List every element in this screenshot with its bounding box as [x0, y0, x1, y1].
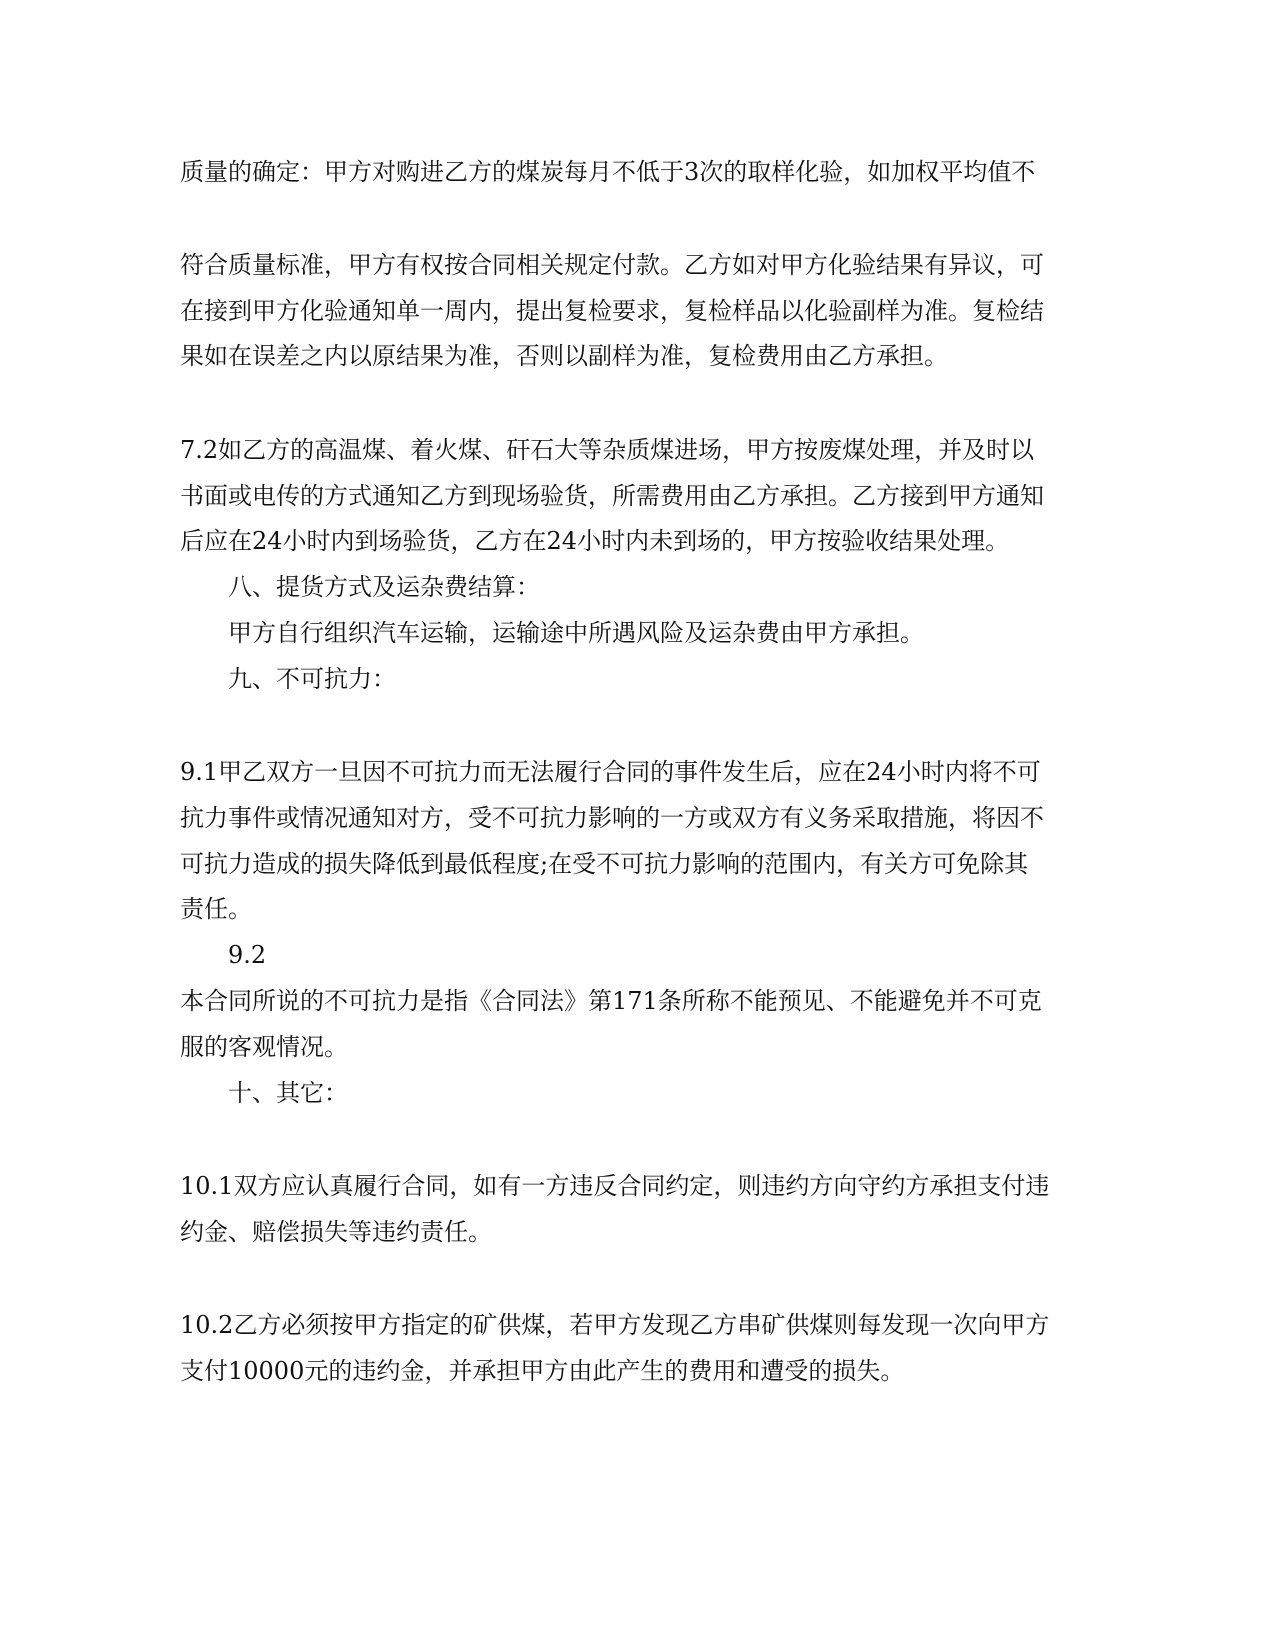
text-line: 甲方自行组织汽车运输，运输途中所遇风险及运杂费由甲方承担。	[228, 619, 924, 647]
text-line: 约金、赔偿损失等违约责任。	[180, 1218, 492, 1246]
text-line: 9.1甲乙双方一旦因不可抗力而无法履行合同的事件发生后，应在24小时内将不可	[180, 758, 1041, 786]
text-line: 本合同所说的不可抗力是指《合同法》第171条所称不能预见、不能避免并不可克	[180, 987, 1042, 1015]
text-line: 抗力事件或情况通知对方，受不可抗力影响的一方或双方有义务采取措施，将因不	[180, 804, 1044, 832]
text-line: 果如在误差之内以原结果为准，否则以副样为准，复检费用由乙方承担。	[180, 342, 948, 370]
text-line: 可抗力造成的损失降低到最低程度;在受不可抗力影响的范围内，有关方可免除其	[180, 850, 1029, 878]
text-line: 7.2如乙方的高温煤、着火煤、矸石大等杂质煤进场，甲方按废煤处理，并及时以	[180, 436, 1035, 464]
section-heading: 九、不可抗力：	[228, 665, 396, 693]
text-line: 在接到甲方化验通知单一周内，提出复检要求，复检样品以化验副样为准。复检结	[180, 297, 1044, 325]
section-heading: 十、其它：	[228, 1079, 348, 1107]
text-line: 服的客观情况。	[180, 1033, 348, 1061]
text-line: 10.1双方应认真履行合同，如有一方违反合同约定，则违约方向守约方承担支付违	[180, 1172, 1050, 1200]
clause-number: 9.2	[228, 941, 267, 969]
text-line: 符合质量标准，甲方有权按合同相关规定付款。乙方如对甲方化验结果有异议，可	[180, 251, 1044, 279]
text-line: 书面或电传的方式通知乙方到现场验货，所需费用由乙方承担。乙方接到甲方通知	[180, 482, 1044, 510]
text-line: 质量的确定：甲方对购进乙方的煤炭每月不低于3次的取样化验，如加权平均值不	[180, 158, 1036, 186]
text-line: 10.2乙方必须按甲方指定的矿供煤，若甲方发现乙方串矿供煤则每发现一次向甲方	[180, 1311, 1050, 1339]
section-heading: 八、提货方式及运杂费结算：	[228, 573, 540, 601]
text-line: 责任。	[180, 895, 252, 923]
text-line: 支付10000元的违约金，并承担甲方由此产生的费用和遭受的损失。	[180, 1357, 905, 1385]
text-line: 后应在24小时内到场验货，乙方在24小时内未到场的，甲方按验收结果处理。	[180, 527, 1010, 555]
